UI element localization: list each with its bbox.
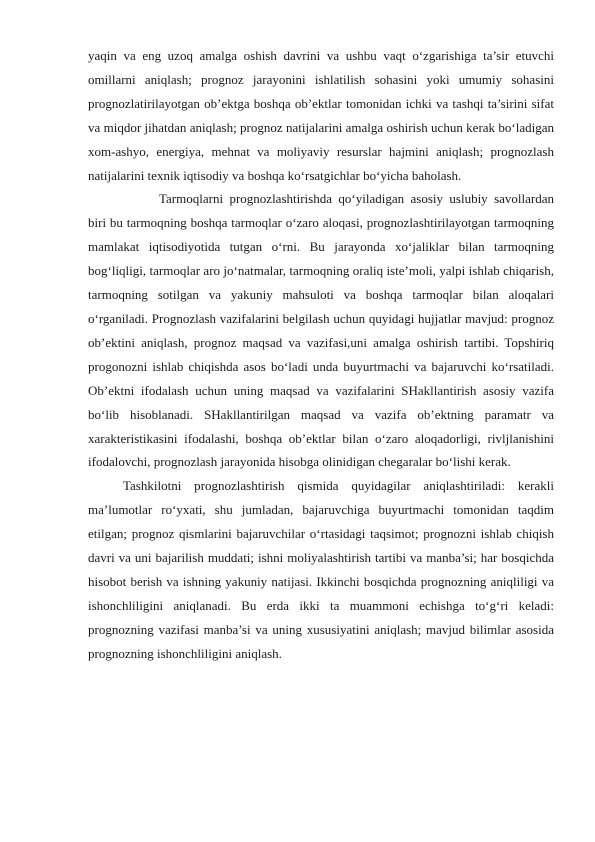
paragraph-3: Tashkilotni prognozlashtirish qismida quyidagilar aniqlashtiriladi: kerakli ma’lumotlar ro‘yxati, shu jumladan, bajaruvchiga buyurtmachi tomonidan taqdim etilgan; prognoz qismlarini bajaruvchilar o‘rtasidagi taqsimot; prognozni ishlab chiqish davri va uni bajarilish muddati; ishni moliyalashtirish tartibi va manba’si; har bosqichda hisobot berish va ishning yakuniy natijasi. Ikkinchi bosqichda prognozning aniqliligi va ishonchliligini aniqlanadi. Bu erda ikki ta muammoni echishga to‘g‘ri keladi: prognozning vazifasi manba’si va uning xususiyatini aniqlash; mavjud bilimlar asosida prognozning ishonchliligini aniqlash. bbox=[88, 478, 554, 661]
paragraph-2: Tarmoqlarni prognozlashtirishda qo‘yiladigan asosiy uslubiy savollardan biri bu tarmoqning boshqa tarmoqlar o‘zaro aloqasi, prognozlashtirilayotgan tarmoqning mamlakat iqtisodiyotida tutgan o‘rni. Bu jarayonda xo‘jaliklar bilan tarmoqning bog‘liqligi, tarmoqlar aro jo‘natmalar, tarmoqning oraliq iste’moli, yalpi ishlab chiqarish, tarmoqning sotilgan va yakuniy mahsuloti va boshqa tarmoqlar bilan aloqalari o‘rganiladi. Prognozlash vazifalarini belgilash uchun quyidagi hujjatlar mavjud: prognoz ob’ektini aniqlash, prognoz maqsad va vazifasi,uni amalga oshirish tartibi. Topshiriq progonozni ishlab chiqishda asos bo‘ladi unda buyurtmachi va bajaruvchi ko‘rsatiladi. Ob’ektni ifodalash uchun uning maqsad va vazifalarini SHakllantirish asosiy vazifa bo‘lib hisoblanadi. SHakllantirilgan maqsad va vazifa ob’ektning paramatr va xarakteristikasini ifodalashi, boshqa ob’ektlar bilan o‘zaro aloqadorligi, rivljlanishini ifodalovchi, prognozlash jarayonida hisobga olinidigan chegaralar bo‘lishi kerak. bbox=[88, 191, 554, 470]
paragraph-1: yaqin va eng uzoq amalga oshish davrini va ushbu vaqt o‘zgarishiga ta’sir etuvchi omillarni aniqlash; prognoz jarayonini ishlatilish sohasini yoki umumiy sohasini prognozlatirilayotgan ob’ektga boshqa ob’ektlar tomonidan ichki va tashqi ta’sirini sifat va miqdor jihatdan aniqlash; prognoz natijalarini amalga oshirish uchun kerak bo‘ladigan xom-ashyo, energiya, mehnat va moliyaviy resurslar hajmini aniqlash; prognozlash natijalarini texnik iqtisodiy va boshqa ko‘rsatgichlar bo‘yicha baholash. bbox=[88, 48, 554, 183]
document-body bbox=[88, 44, 554, 666]
